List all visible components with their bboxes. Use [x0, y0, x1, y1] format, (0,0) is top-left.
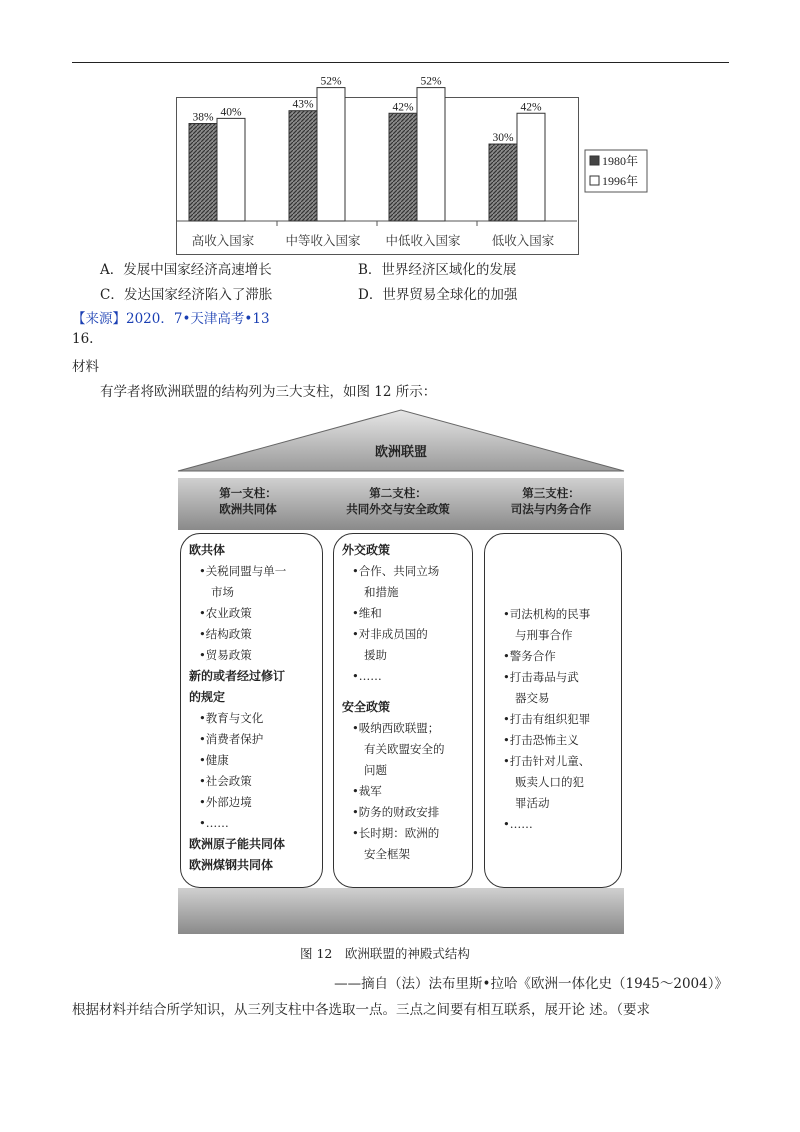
col2-item: •防务的财政安排 — [352, 805, 440, 819]
pillar-3-column — [484, 533, 622, 888]
col1-item: •贸易政策 — [199, 648, 252, 662]
pillar-1-label: 第一支柱： — [219, 486, 277, 500]
bar-value-label: 43% — [292, 98, 314, 111]
col2-item: 和措施 — [364, 585, 399, 599]
option-a: A．发展中国家经济高速增长 — [100, 262, 272, 278]
pillar-3-name: 司法与内务合作 — [510, 502, 592, 516]
col2-item: 问题 — [364, 763, 387, 777]
x-tick-label: 中等收入国家 — [285, 233, 361, 248]
col3-item: 器交易 — [515, 691, 550, 705]
bar-1996年-低收入国家 — [517, 113, 545, 221]
col2-item: •吸纳西欧联盟； — [352, 721, 440, 735]
col1-heading-ecsc: 欧洲煤钢共同体 — [189, 858, 274, 872]
col3-item: 贩卖人口的犯 — [515, 775, 584, 789]
eu-temple-diagram — [176, 408, 626, 938]
col2-item: •长时期：欧洲的 — [352, 826, 440, 840]
col2-item: •合作、共同立场 — [352, 564, 440, 578]
col1-heading-new-rules: 新的或者经过修订 — [189, 669, 286, 683]
citation: ——摘自（法）法布里斯•拉哈《欧洲一体化史（1945～2004）》 — [334, 976, 728, 992]
chart-legend — [585, 150, 647, 192]
question-number: 16. — [72, 331, 94, 347]
figure-caption: 图 12 欧洲联盟的神殿式结构 — [300, 946, 470, 961]
bar-value-label: 42% — [392, 101, 414, 114]
col1-item: •消费者保护 — [199, 732, 264, 746]
x-tick-label: 低收入国家 — [491, 233, 555, 248]
col3-item: •打击恐怖主义 — [503, 733, 579, 747]
pillar-2-head — [318, 479, 478, 529]
material-label: 材料 — [72, 359, 99, 375]
intro-text: 有学者将欧洲联盟的结构列为三大支柱，如图 12 所示： — [100, 384, 437, 400]
col1-heading-ec: 欧共体 — [189, 543, 226, 557]
bar-1996年-中等收入国家 — [317, 88, 345, 221]
col3-item: •打击有组织犯罪 — [503, 712, 591, 726]
x-tick-label: 高收入国家 — [191, 233, 255, 248]
col1-item: •外部边境 — [199, 795, 252, 809]
question-text: 根据材料并结合所学知识，从三列支柱中各选取一点。三点之间要有相互联系，展开论 述。（要求 — [72, 1002, 651, 1018]
legend-swatch — [590, 176, 599, 185]
col2-heading-foreign: 外交政策 — [342, 543, 391, 557]
col3-item: •警务合作 — [503, 649, 556, 663]
col2-item: •维和 — [352, 606, 382, 620]
col1-heading-new-rules-cont: 的规定 — [189, 690, 226, 704]
pillar-1-column — [180, 533, 323, 888]
bar-1980年-低收入国家 — [489, 144, 517, 221]
bar-value-label: 38% — [192, 111, 214, 124]
col3-item: •…… — [503, 817, 533, 831]
option-d: D．世界贸易全球化的加强 — [358, 287, 518, 303]
bar-value-label: 52% — [320, 75, 342, 88]
col2-item: •裁军 — [352, 784, 382, 798]
bar-chart-svg — [177, 75, 657, 256]
col3-item: 罪活动 — [515, 796, 550, 810]
col3-item: •打击毒品与武 — [503, 670, 579, 684]
bar-value-label: 52% — [420, 75, 442, 88]
col2-item: 援助 — [364, 648, 387, 662]
source-line: 【来源】2020．7•天津高考•13 — [72, 311, 270, 327]
col1-heading-euratom: 欧洲原子能共同体 — [189, 837, 286, 851]
col3-item: •打击针对儿童、 — [503, 754, 591, 768]
roof-title: 欧洲联盟 — [374, 445, 427, 460]
bar-1980年-中低收入国家 — [389, 113, 417, 221]
col1-item: •社会政策 — [199, 774, 252, 788]
col1-item: •健康 — [199, 753, 229, 767]
legend-label: 1980年 — [602, 154, 639, 168]
x-tick-label: 中低收入国家 — [385, 233, 461, 248]
col2-item: •对非成员国的 — [352, 627, 428, 641]
col2-item: •…… — [352, 669, 382, 683]
col1-item: •关税同盟与单一 — [199, 564, 287, 578]
legend-label: 1996年 — [602, 174, 639, 188]
col1-item: •农业政策 — [199, 606, 252, 620]
pillar-2-label: 第二支柱： — [369, 486, 427, 500]
col3-item: •司法机构的民事 — [503, 607, 591, 621]
pillar-1-name: 欧洲共同体 — [219, 502, 277, 516]
bar-value-label: 30% — [492, 132, 514, 145]
pillar-3-head — [478, 479, 624, 529]
top-rule — [72, 62, 729, 63]
col2-item: 有关欧盟安全的 — [364, 742, 445, 756]
col1-item: •…… — [199, 816, 229, 830]
option-c: C．发达国家经济陷入了滞胀 — [100, 287, 273, 303]
pillar-3-label: 第三支柱： — [522, 486, 580, 500]
col1-item: •教育与文化 — [199, 711, 264, 725]
col2-item: 安全框架 — [364, 847, 410, 861]
legend-swatch — [590, 156, 599, 165]
bar-1996年-中低收入国家 — [417, 88, 445, 221]
col1-item: •结构政策 — [199, 627, 252, 641]
col2-heading-security: 安全政策 — [342, 700, 391, 714]
col1-item: 市场 — [211, 585, 234, 599]
pillar-1-head — [178, 479, 318, 529]
pillar-2-name: 共同外交与安全政策 — [346, 502, 450, 516]
bar-1996年-高收入国家 — [217, 118, 245, 221]
option-b: B．世界经济区域化的发展 — [358, 262, 517, 278]
bar-value-label: 42% — [520, 101, 542, 114]
bar-1980年-高收入国家 — [189, 124, 217, 221]
col3-item: 与刑事合作 — [515, 628, 573, 642]
bar-value-label: 40% — [220, 106, 242, 119]
bar-chart — [176, 75, 639, 255]
bar-1980年-中等收入国家 — [289, 111, 317, 221]
foundation — [178, 888, 624, 934]
pillar-2-column — [333, 533, 473, 888]
